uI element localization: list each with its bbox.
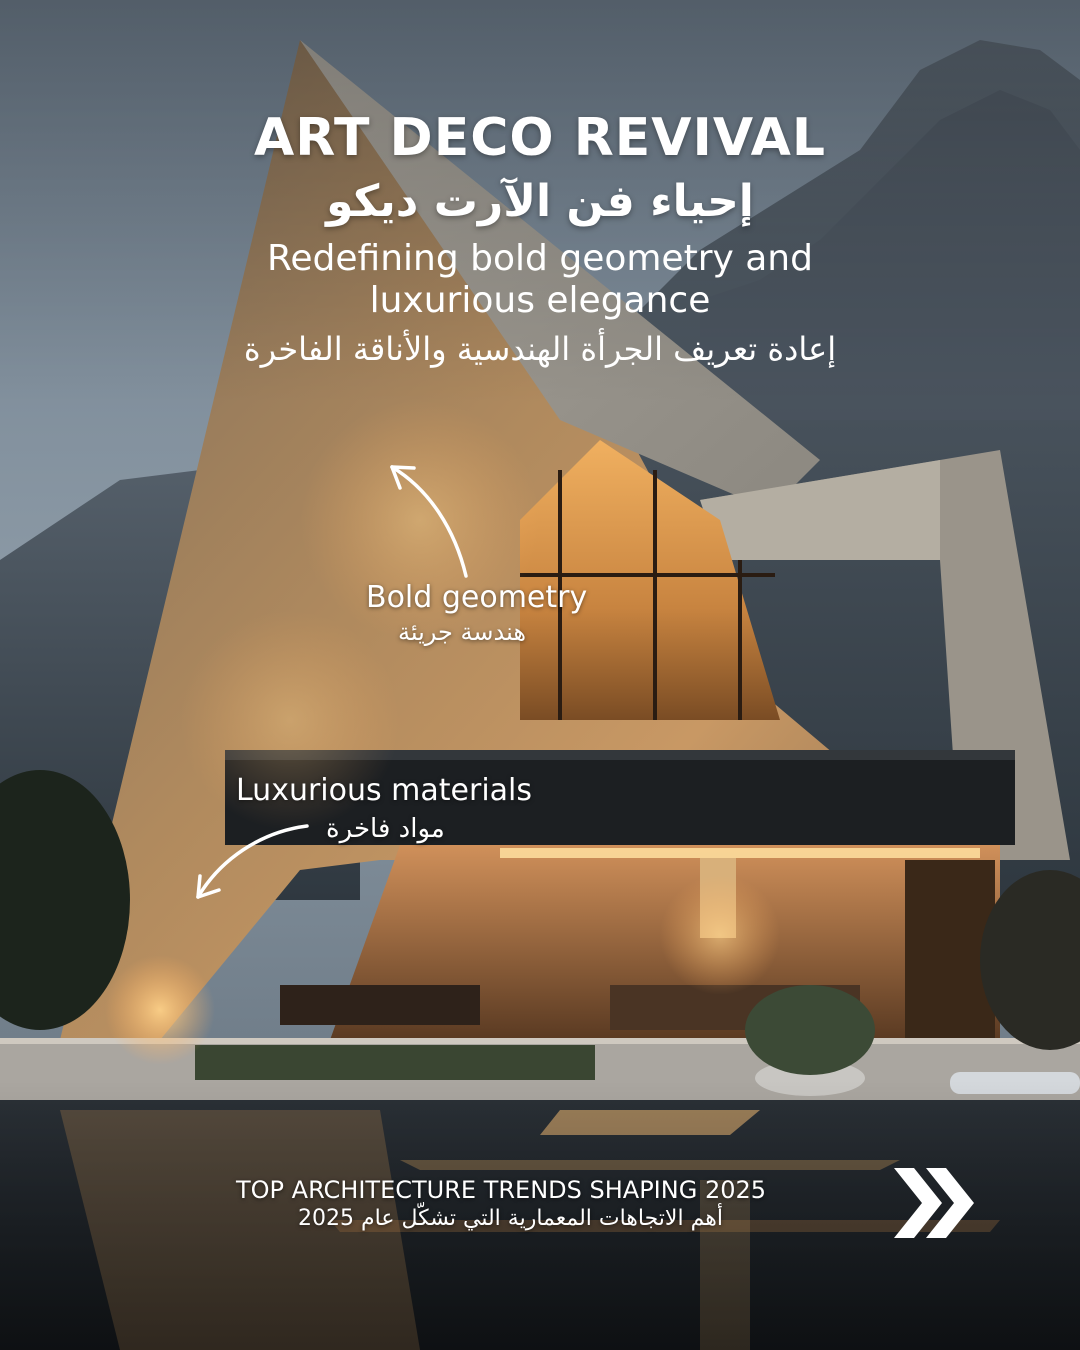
bold-geometry-label-arabic: هندسة جريئة <box>398 618 526 646</box>
curved-arrow-icon <box>198 826 307 897</box>
subtitle-line-2: luxurious elegance <box>369 280 711 321</box>
curved-arrow-icon <box>392 467 466 576</box>
subtitle-line-1: Redefining bold geometry and <box>267 238 813 279</box>
luxurious-materials-label-arabic: مواد فاخرة <box>326 814 445 844</box>
series-title-arabic: أهم الاتجاهات المعمارية التي تشكّل عام 2025 <box>298 1206 723 1231</box>
series-title: TOP ARCHITECTURE TRENDS SHAPING 2025 <box>236 1176 767 1204</box>
page-title-arabic: إحياء فن الآرت ديكو <box>326 176 754 227</box>
bold-geometry-label: Bold geometry <box>366 580 588 615</box>
luxurious-materials-label: Luxurious materials <box>236 773 533 808</box>
page-title: ART DECO REVIVAL <box>254 108 826 168</box>
subtitle-arabic: إعادة تعريف الجرأة الهندسية والأناقة الفاخرة <box>243 330 837 368</box>
next-slide-button[interactable] <box>888 1160 978 1246</box>
double-chevron-right-icon <box>888 1160 978 1246</box>
